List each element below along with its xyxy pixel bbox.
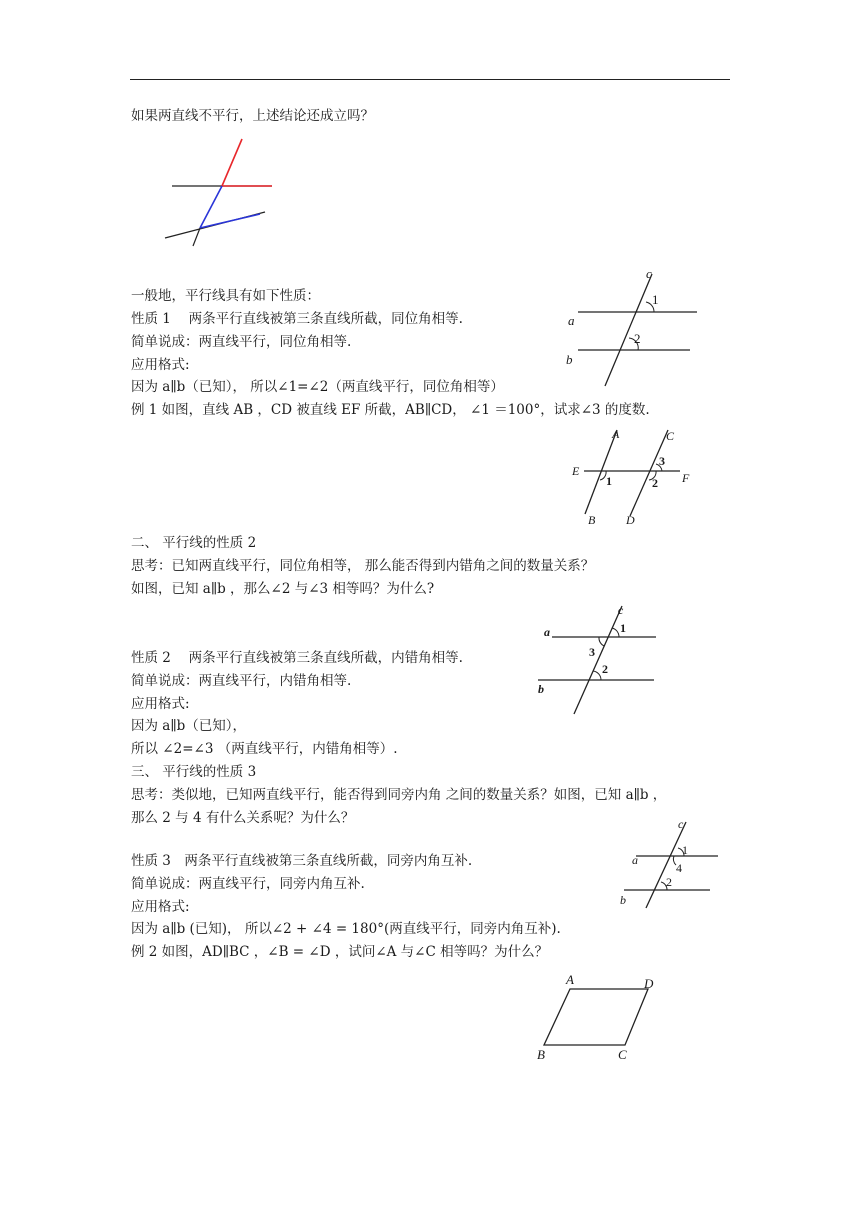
alternate-angles-figure bbox=[536, 600, 666, 718]
example-1: 例 1 如图，直线 AB ，CD 被直线 EF 所截，AB∥CD， ∠1 ＝100°，试求∠3 的度数. bbox=[131, 402, 650, 418]
label-A: A bbox=[566, 972, 574, 987]
property-2: 性质 2 两条平行直线被第三条直线所截，内错角相等. bbox=[131, 650, 463, 666]
example-1-figure bbox=[570, 424, 700, 530]
label-D: D bbox=[626, 513, 635, 527]
section-3-think-2: 那么 2 与 4 有什么关系呢？为什么？ bbox=[131, 810, 355, 826]
label-b: b bbox=[538, 682, 544, 696]
label-c: c bbox=[646, 266, 652, 281]
property-1-because: 因为 a∥b（已知）， 所以∠1=∠2（两直线平行，同位角相等） bbox=[131, 379, 504, 395]
section-2-question: 如图，已知 a∥b ，那么∠2 与∠3 相等吗？为什么? bbox=[131, 581, 435, 597]
property-1-simple: 简单说成：两直线平行，同位角相等. bbox=[131, 334, 352, 350]
property-1-format: 应用格式: bbox=[131, 357, 190, 373]
header-rule bbox=[130, 79, 730, 80]
label-angle-1: 1 bbox=[620, 621, 626, 635]
label-angle-2: 2 bbox=[652, 476, 658, 490]
label-c: c bbox=[618, 603, 624, 617]
property-1: 性质 1 两条平行直线被第三条直线所截，同位角相等. bbox=[131, 311, 463, 327]
label-a: a bbox=[568, 313, 575, 328]
label-C: C bbox=[666, 429, 675, 443]
property-2-so: 所以 ∠2=∠3 （两直线平行，内错角相等）. bbox=[131, 741, 398, 757]
property-3-because: 因为 a∥b (已知)， 所以∠2 + ∠4 = 180°(两直线平行，同旁内角互补). bbox=[131, 921, 561, 937]
intro-text: 一般地，平行线具有如下性质： bbox=[131, 288, 320, 304]
property-2-format: 应用格式: bbox=[131, 696, 190, 712]
label-angle-2: 2 bbox=[634, 331, 641, 346]
property-2-because: 因为 a∥b（已知）， bbox=[131, 718, 246, 734]
label-angle-1: 1 bbox=[652, 292, 659, 307]
label-angle-4: 4 bbox=[676, 861, 682, 875]
label-b: b bbox=[566, 352, 573, 367]
section-3-title: 三、 平行线的性质 3 bbox=[131, 764, 257, 780]
same-side-angles-figure bbox=[616, 816, 726, 910]
parallelogram-figure bbox=[532, 970, 666, 1062]
question-nonparallel: 如果两直线不平行，上述结论还成立吗？ bbox=[131, 108, 374, 124]
section-2-think: 思考：已知两直线平行，同位角相等， 那么能否得到内错角之间的数量关系？ bbox=[131, 558, 595, 574]
property-3-simple: 简单说成：两直线平行，同旁内角互补. bbox=[131, 876, 365, 892]
label-angle-2: 2 bbox=[666, 875, 672, 889]
label-E: E bbox=[572, 464, 580, 478]
label-B: B bbox=[537, 1047, 545, 1062]
section-3-think-1: 思考：类似地，已知两直线平行，能否得到同旁内角 之间的数量关系？如图，已知 a∥b ， bbox=[131, 787, 667, 803]
label-angle-3: 3 bbox=[589, 645, 595, 659]
section-2-title: 二、 平行线的性质 2 bbox=[131, 535, 257, 551]
property-3-format: 应用格式: bbox=[131, 899, 190, 915]
label-F: F bbox=[682, 471, 690, 485]
label-D: D bbox=[644, 976, 654, 991]
label-B: B bbox=[588, 513, 596, 527]
property-3: 性质 3 两条平行直线被第三条直线所截，同旁内角互补. bbox=[131, 853, 473, 869]
label-C: C bbox=[618, 1047, 627, 1062]
label-angle-2: 2 bbox=[602, 662, 608, 676]
label-angle-1: 1 bbox=[682, 843, 688, 857]
label-c: c bbox=[678, 817, 684, 831]
example-2: 例 2 如图，AD∥BC ，∠B = ∠D ，试问∠A 与∠C 相等吗？为什么？ bbox=[131, 944, 549, 960]
corresponding-angles-figure bbox=[560, 268, 710, 392]
nonparallel-lines-figure bbox=[160, 136, 280, 248]
label-a: a bbox=[632, 853, 638, 867]
property-2-simple: 简单说成：两直线平行，内错角相等. bbox=[131, 673, 352, 689]
label-A: A bbox=[612, 427, 620, 441]
label-a: a bbox=[544, 625, 550, 639]
label-angle-3: 3 bbox=[659, 454, 665, 468]
label-b: b bbox=[620, 893, 626, 907]
label-angle-1: 1 bbox=[606, 474, 612, 488]
